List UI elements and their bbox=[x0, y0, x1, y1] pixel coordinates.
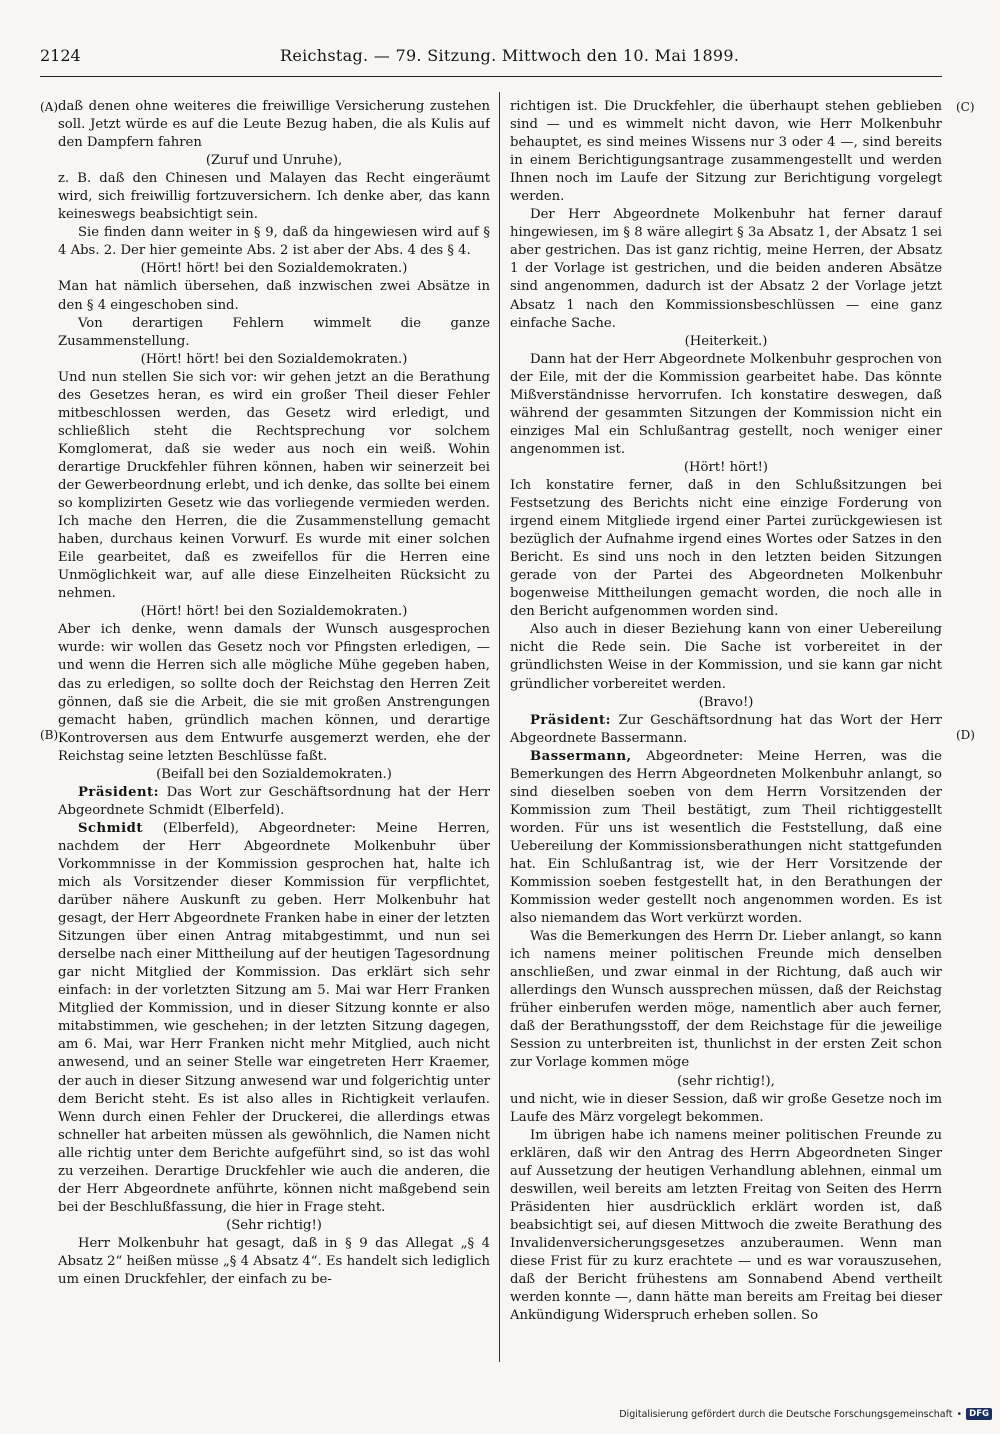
speech-paragraph bbox=[510, 712, 942, 748]
running-title: Reichstag. — 79. Sitzung. Mittwoch den 10. Mai 1899. bbox=[280, 46, 740, 65]
speech-paragraph bbox=[510, 748, 942, 928]
speech-text: Das Wort zur Geschäftsordnung hat der Herr Abgeordnete Schmidt (Elberfeld). bbox=[58, 784, 490, 818]
interjection: (Heiterkeit.) bbox=[684, 333, 768, 349]
body-paragraph: Man hat nämlich übersehen, daß inzwischen zwei Absätze in den § 4 eingeschoben sind. bbox=[58, 279, 490, 313]
body-paragraph: richtigen ist. Die Druckfehler, die überhaupt stehen geblieben sind — und es wimmelt nicht davon, wie Herr Molkenbuhr behauptet, es sind meines Wissens nur 3 oder 4 —, sind bereits in einem Berichtigungsantrage zusammengestellt und werden Ihnen noch im Laufe der Sitzung zur Berichtigung vorgelegt werden. bbox=[510, 99, 942, 205]
right-column bbox=[510, 98, 942, 1360]
body-paragraph: Im übrigen habe ich namens meiner politischen Freunde zu erklären, daß wir den Antrag des Herrn Abgeordneten Singer auf Aussetzung der heutigen Verhandlung ablehnen, einmal um deswillen, weil bereits am letzten Freitag von Seiten des Herrn Präsidenten hier ausdrücklich erklärt worden ist, daß beabsichtigt sei, auf diesen Mittwoch die zweite Berathung des Invalidenversicherungsgesetzes anzuberaumen. Wenn man diese Frist für zu kurz erachtete — und es war vorauszusehen, daß der Bericht frühestens am Sonnabend Abend vertheilt werden konnte —, dann hätte man bereits am Freitag bei dieser Ankündigung Widerspruch erheben sollen. So bbox=[510, 1127, 942, 1324]
body-paragraph: Was die Bemerkungen des Herrn Dr. Lieber anlangt, so kann ich namens meiner politischen Freunde mich denselben anschließen, und zwar einmal in der Richtung, daß auch wir allerdings den Wunsch aussprechen müssen, daß der Reichstag früher einberufen werden möge, namentlich aber auch ferner, daß der Berathungsstoff, der dem Reichstage für die jeweilige Session zu unterbreiten ist, thunlichst in der ersten Zeit schon zur Vorlage kommen möge bbox=[510, 929, 942, 1071]
speech-text: Zur Geschäftsordnung hat das Wort der Herr Abgeordnete Bassermann. bbox=[510, 712, 942, 746]
interjection: (Hört! hört!) bbox=[683, 459, 769, 475]
speech-text: Abgeordneter: Meine Herren, was die Bemerkungen des Herrn Abgeordneten Molkenbuhr anlangt, so sind dieselben soeben von dem Herrn Vorsitzenden der Kommission zum Theil bestätigt, zum Theil richtiggestellt worden. Für uns ist wesentlich die Feststellung, daß eine Uebereilung der Kommissionsberathungen nicht stattgefunden hat. Ein Schlußantrag ist, wie der Herr Vorsitzende der Kommission soeben festgestellt hat, in den Berathungen der Kommission weder gestellt noch angenommen worden. Es ist also niemandem das Wort verkürzt worden. bbox=[510, 748, 942, 927]
body-paragraph: z. B. daß den Chinesen und Malayen das Recht eingeräumt wird, sich freiwillig fortzuversichern. Ich denke aber, das kann keineswegs beabsichtigt sein. bbox=[58, 171, 490, 223]
speaker-name: Bassermann, bbox=[530, 748, 632, 764]
body-paragraph: Dann hat der Herr Abgeordnete Molkenbuhr gesprochen von der Eile, mit der die Kommission gearbeitet habe. Das könnte Mißverständnisse hervorrufen. Ich konstatire deswegen, daß während der gesammten Sitzungen der Kommission nicht ein einziges Mal ein Schlußantrag gestellt, noch weniger einer angenommen ist. bbox=[510, 351, 942, 457]
body-paragraph: Herr Molkenbuhr hat gesagt, daß in § 9 das Allegat „§ 4 Absatz 2“ heißen müsse „§ 4 Absatz 4“. Es handelt sich lediglich um einen Druckfehler, der einfach zu be- bbox=[58, 1235, 490, 1288]
page-number: 2124 bbox=[40, 46, 81, 65]
margin-mark-d: (D) bbox=[956, 728, 975, 742]
margin-mark-c: (C) bbox=[956, 100, 975, 114]
body-paragraph: daß denen ohne weiteres die freiwillige Versicherung zustehen soll. Jetzt würde es auf die Leute Bezug haben, die als Kulis auf den Dampfern fahren bbox=[58, 99, 490, 151]
speech-paragraph bbox=[58, 820, 490, 1217]
speaker-name: Schmidt bbox=[78, 820, 143, 836]
interjection: (Bravo!) bbox=[698, 694, 754, 710]
interjection: (Beifall bei den Sozialdemokraten.) bbox=[156, 766, 392, 782]
body-paragraph: Ich konstatire ferner, daß in den Schlußsitzungen bei Festsetzung des Berichts nicht eine einzige Forderung von irgend einem Mitgliede irgend einer Partei zurückgewiesen ist bezüglich der Aufnahme irgend eines Wortes oder Satzes in den Bericht. Es sind uns noch in den letzten beiden Sitzungen gerade von der Partei des Abgeordneten Molkenbuhr bogenweise Mittheilungen gemacht worden, die noch alle in den Bericht aufgenommen worden sind. bbox=[510, 477, 942, 620]
interjection: (Hört! hört! bei den Sozialdemokraten.) bbox=[140, 351, 408, 367]
interjection: (Hört! hört! bei den Sozialdemokraten.) bbox=[140, 261, 408, 277]
body-paragraph: Von derartigen Fehlern wimmelt die ganze Zusammenstellung. bbox=[58, 315, 490, 349]
margin-mark-a: (A) bbox=[40, 100, 59, 114]
margin-mark-b: (B) bbox=[40, 728, 59, 742]
body-paragraph: Der Herr Abgeordnete Molkenbuhr hat ferner darauf hingewiesen, im § 8 wäre allegirt § 3a Absatz 1, der Absatz 1 sei aber gestrichen. Das ist ganz richtig, meine Herren, der Absatz 1 der Vorlage ist gestrichen, und die beiden anderen Absätze sind angenommen, dadurch ist der Absatz 2 der Vorlage jetzt Absatz 1 nach den Kommissionsbeschlüssen — eine ganz einfache Sache. bbox=[510, 207, 942, 331]
interjection: (Zuruf und Unruhe), bbox=[205, 153, 343, 169]
footer-credit: Digitalisierung gefördert durch die Deutsche Forschungsgemeinschaft bbox=[619, 1408, 953, 1420]
left-column bbox=[58, 98, 490, 1360]
body-paragraph: und nicht, wie in dieser Session, daß wir große Gesetze noch im Laufe des März vorgelegt bekommen. bbox=[510, 1091, 942, 1125]
column-divider bbox=[499, 92, 500, 1362]
body-paragraph: Also auch in dieser Beziehung kann von einer Uebereilung nicht die Rede sein. Die Sache ist vorbereitet in der gründlichsten Weise in der Kommission, und sie kann gar nicht gründlicher vorbereitet werden. bbox=[510, 622, 942, 692]
page-header bbox=[40, 46, 942, 77]
speech-text: (Elberfeld), Abgeordneter: Meine Herren, nachdem der Herr Abgeordnete Molkenbuhr über Vorkommnisse in der Kommission gesprochen hat, halte ich mich als Vorsitzender dieser Kommission für verpflichtet, darüber nähere Auskunft zu geben. Herr Molkenbuhr hat gesagt, der Herr Abgeordnete Franken habe in einer der letzten Sitzungen über einen Antrag mitabgestimmt, und nun sei derselbe nach einer Mittheilung auf der heutigen Tagesordnung gar nicht Mitglied der Kommission. Das erklärt sich sehr einfach: in der vorletzten Sitzung am 5. Mai war Herr Franken Mitglied der Kommission, und in dieser Sitzung konnte er also mitabstimmen, wie geschehen; in der letzten Sitzung dagegen, am 6. Mai, war Herr Franken nicht mehr Mitglied, auch nicht anwesend, und an seiner Stelle war eingetreten Herr Kraemer, der auch in dieser Sitzung anwesend war und folgerichtig unter dem Bericht steht. Es ist also alles in Richtigkeit verlaufen. Wenn durch einen Fehler der Druckerei, die allerdings etwas schneller hat arbeiten müssen als gewöhnlich, die Namen nicht alle richtig unter dem Berichte aufgeführt sind, so ist das wohl zu verzeihen. Derartige Druckfehler wie auch die anderen, die der Herr Abgeordnete anführte, können nicht maßgebend sein bei der Beschlußfassung, die hier in Frage steht. bbox=[58, 820, 490, 1215]
interjection: (sehr richtig!), bbox=[677, 1073, 775, 1089]
speech-paragraph bbox=[58, 784, 490, 820]
body-paragraph: Und nun stellen Sie sich vor: wir gehen jetzt an die Berathung des Gesetzes heran, es wird ein großer Theil dieser Fehler mitbeschlossen werden, das Gesetz wird erledigt, und schließlich steht die Rechtsprechung vor solchem Komglomerat, daß sie weder aus noch ein weiß. Wohin derartige Druckfehler führen können, haben wir seinerzeit bei der Gewerbeordnung erlebt, und ich denke, das sollte bei einem so komplizirten Gesetz wie das vorliegende vermieden werden. Ich mache den Herren, die die Zusammenstellung gemacht haben, durchaus keinen Vorwurf. Es wurde mit einer solchen Eile gearbeitet, daß es zweifellos für die Herren eine Unmöglichkeit war, auf alle diese Einzelheiten Rücksicht zu nehmen. bbox=[58, 369, 490, 602]
speaker-name: Präsident: bbox=[78, 784, 160, 800]
dfg-logo-icon: DFG bbox=[966, 1408, 992, 1420]
text-columns bbox=[58, 98, 942, 1360]
interjection: (Sehr richtig!) bbox=[226, 1217, 322, 1233]
interjection: (Hört! hört! bei den Sozialdemokraten.) bbox=[140, 604, 408, 620]
body-paragraph: Aber ich denke, wenn damals der Wunsch ausgesprochen wurde: wir wollen das Gesetz noch vor Pfingsten erledigen, — und wenn die Herren sich alle mögliche Mühe gegeben haben, das zu erledigen, so sollte doch der Reichstag den Herren Zeit gönnen, daß sie die Arbeit, die sie mit großen Anstrengungen gemacht haben, gründlich machen können, und derartige Kontroversen aus dem Entwurfe ausgemerzt werden, ehe der Reichstag seine letzten Beschlüsse faßt. bbox=[58, 622, 490, 764]
body-paragraph: Sie finden dann weiter in § 9, daß da hingewiesen wird auf § 4 Abs. 2. Der hier gemeinte Abs. 2 ist aber der Abs. 4 des § 4. bbox=[58, 225, 490, 259]
footer bbox=[619, 1406, 992, 1422]
separator-dot-icon: • bbox=[956, 1408, 963, 1420]
speaker-name: Präsident: bbox=[530, 712, 612, 728]
